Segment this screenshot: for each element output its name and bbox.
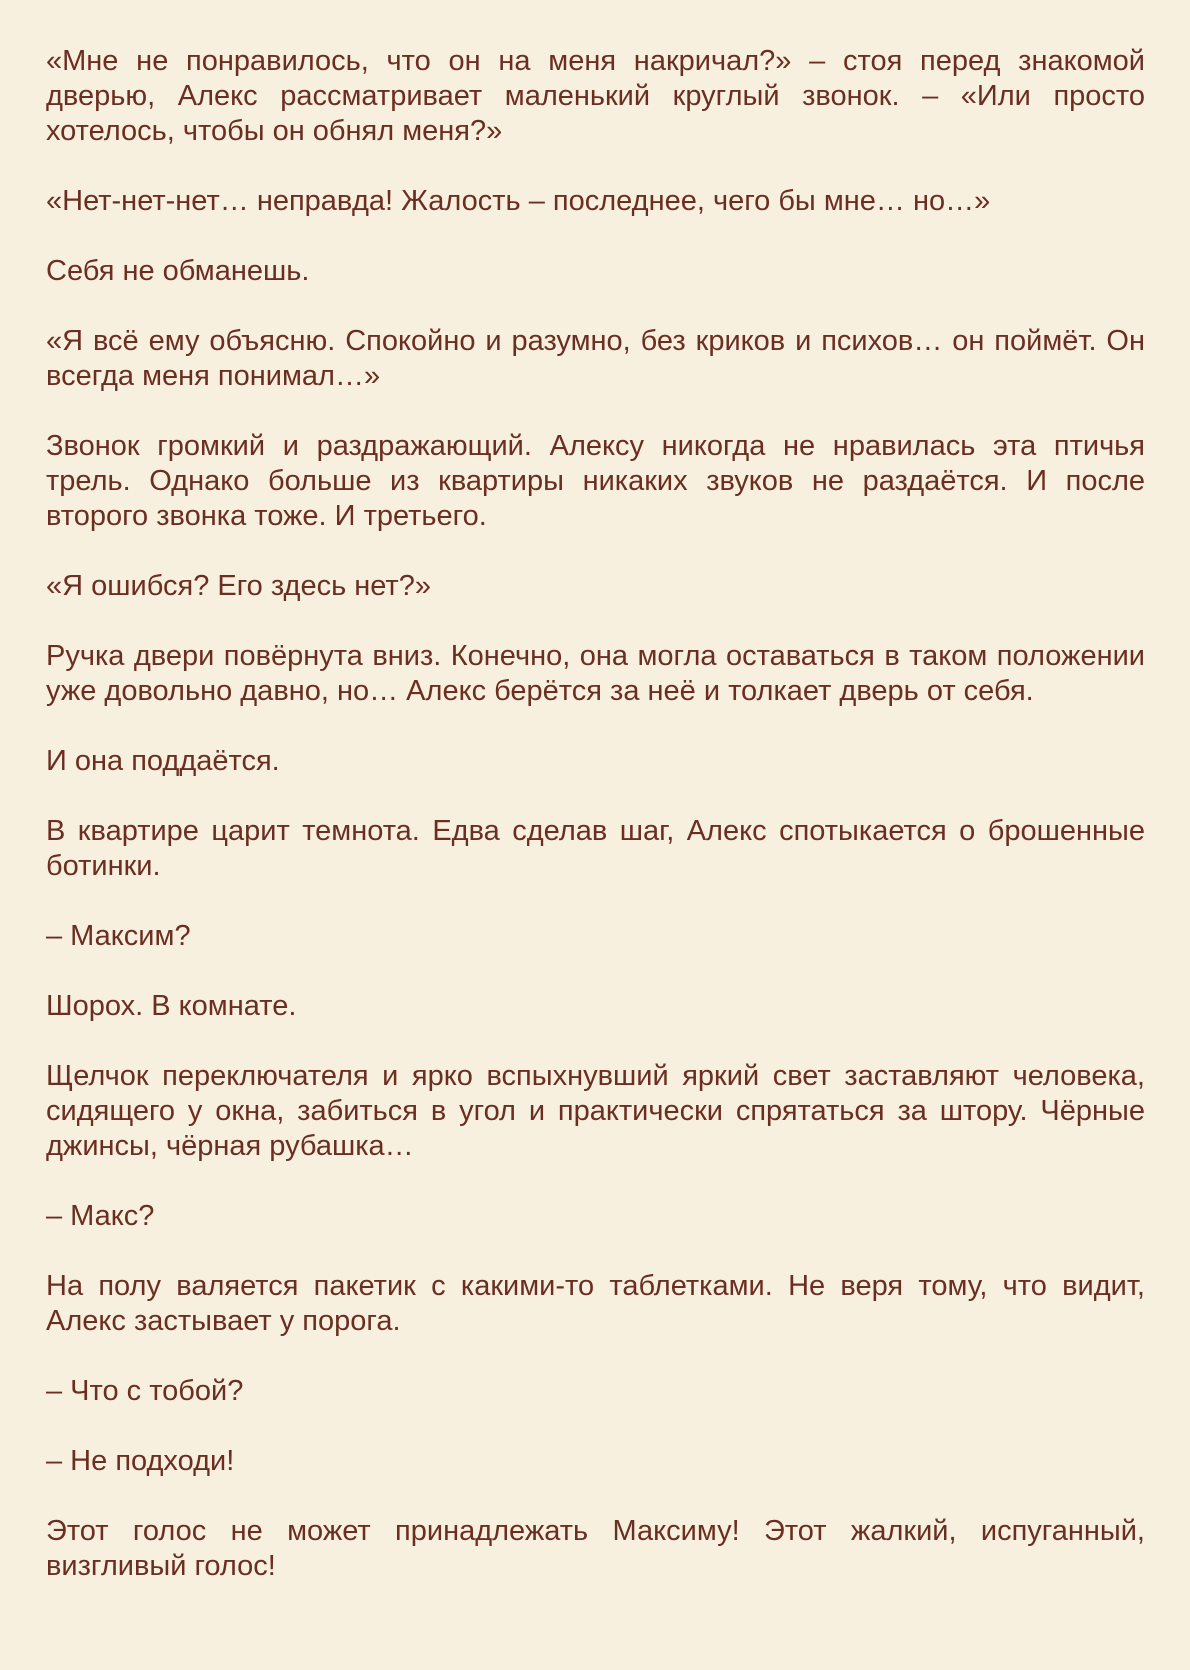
paragraph: «Мне не понравилось, что он на меня накричал?» – стоя перед знакомой дверью, Алекс рассматривает маленький круглый звонок. – «Или просто хотелось, чтобы он обнял меня?» — [46, 45, 1145, 147]
paragraph: Себя не обманешь. — [46, 255, 310, 287]
paragraph: – Что с тобой? — [46, 1375, 244, 1407]
paragraph: Щелчок переключателя и ярко вспыхнувший яркий свет заставляют человека, сидящего у окна, забиться в угол и практически спрятаться за штору. Чёрные джинсы, чёрная рубашка… — [46, 1060, 1145, 1162]
paragraph: Ручка двери повёрнута вниз. Конечно, она могла оставаться в таком положении уже довольно давно, но… Алекс берётся за неё и толкает дверь от себя. — [46, 640, 1145, 707]
paragraph: Звонок громкий и раздражающий. Алексу никогда не нравилась эта птичья трель. Однако больше из квартиры никаких звуков не раздаётся. И после второго звонка тоже. И третьего. — [46, 430, 1145, 532]
paragraph: «Я всё ему объясню. Спокойно и разумно, без криков и психов… он поймёт. Он всегда меня понимал…» — [46, 325, 1145, 392]
paragraph: Шорох. В комнате. — [46, 990, 297, 1022]
paragraph: – Не подходи! — [46, 1445, 235, 1477]
paragraph: И она поддаётся. — [46, 745, 280, 777]
paragraph: «Я ошибся? Его здесь нет?» — [46, 570, 431, 602]
paragraph: На полу валяется пакетик с какими-то таблетками. Не веря тому, что видит, Алекс застывает у порога. — [46, 1270, 1145, 1337]
paragraph: «Нет-нет-нет… неправда! Жалость – последнее, чего бы мне… но…» — [46, 185, 991, 217]
paragraph: В квартире царит темнота. Едва сделав шаг, Алекс спотыкается о брошенные ботинки. — [46, 815, 1145, 882]
paragraph: – Максим? — [46, 920, 191, 952]
paragraph: – Макс? — [46, 1200, 155, 1232]
paragraph: Этот голос не может принадлежать Максиму! Этот жалкий, испуганный, визгливый голос! — [46, 1515, 1145, 1582]
